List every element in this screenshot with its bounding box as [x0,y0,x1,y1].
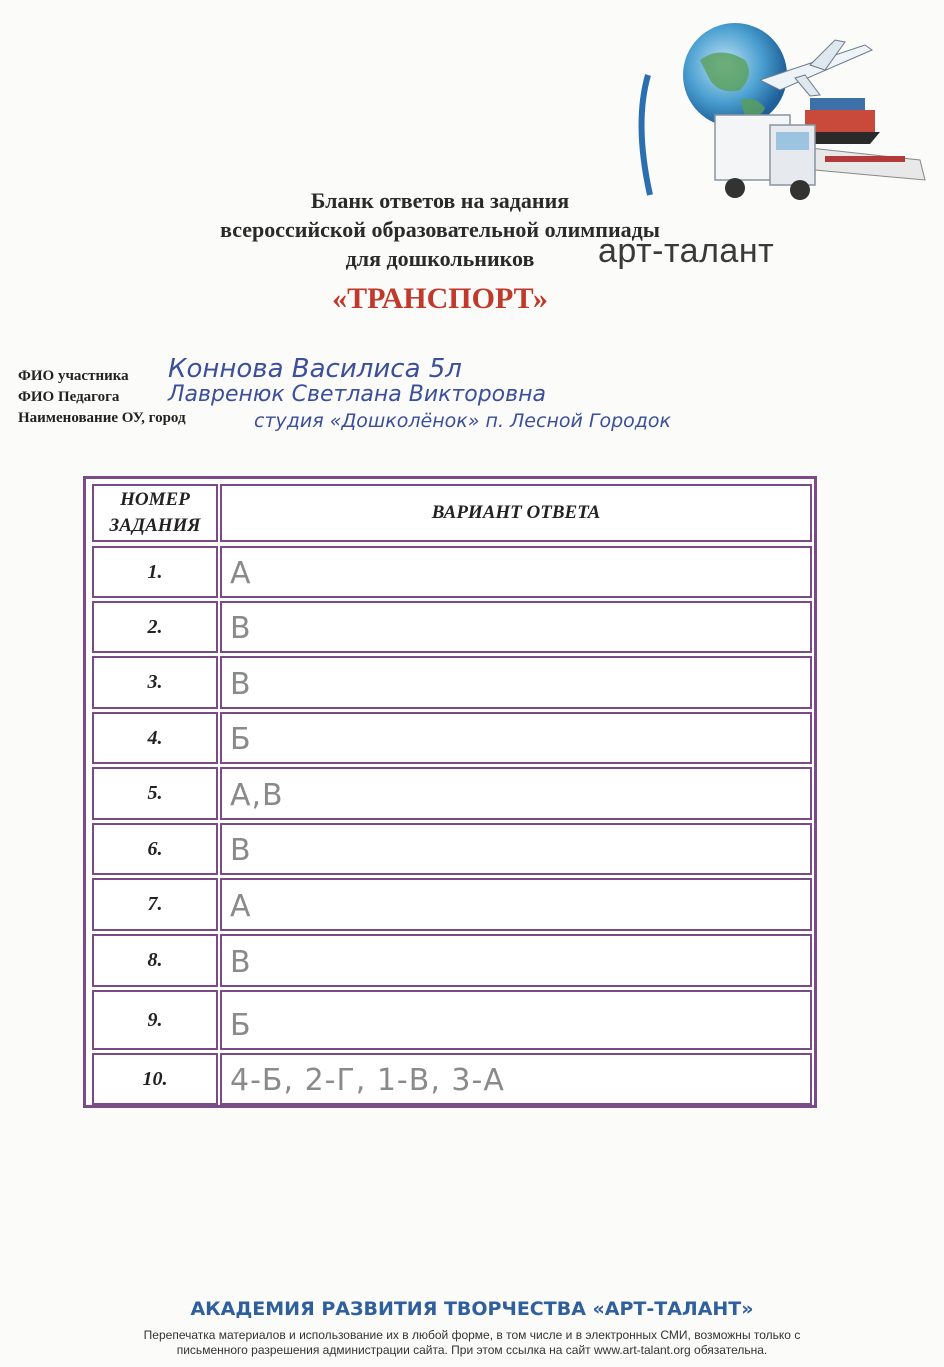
header-task-number-line2: ЗАДАНИЯ [109,515,201,536]
footer-title: АКАДЕМИЯ РАЗВИТИЯ ТВОРЧЕСТВА «АРТ-ТАЛАНТ» [190,1298,754,1320]
answer-cell [220,712,812,764]
answer-value: В [230,611,252,646]
title-line-3: для дошкольников [345,246,535,271]
copyright-line-1: Перепечатка материалов и использование их в любой форме, в том числе и в электронных СМИ, возможны только с [143,1328,801,1342]
answer-cell [220,767,812,820]
answer-cell [220,601,812,653]
task-number-cell: 3. [92,656,218,709]
answer-cell [220,878,812,931]
answer-cell [220,1053,812,1105]
answer-value: А [230,556,252,591]
answer-cell [220,546,812,598]
answer-cell [220,990,812,1050]
answer-value: А,В [230,778,284,813]
org-value: студия «Дошколёнок» п. Лесной Городок [254,410,672,432]
answer-value: А [230,889,252,924]
form-title [120,186,760,273]
answer-value: В [230,945,252,980]
participant-label: ФИО участника [18,368,129,384]
answer-cell [220,823,812,875]
task-number-cell: 5. [92,767,218,820]
teacher-value: Лавренюк Светлана Викторовна [168,382,546,407]
answer-value: Б [230,1008,252,1043]
task-number-cell: 1. [92,546,218,598]
olympiad-name: «ТРАНСПОРТ» [332,282,548,315]
copyright-note [30,1328,914,1358]
participant-value: Коннова Василиса 5л [168,354,462,384]
header-task-number-line1: НОМЕР [120,489,190,510]
header-answer: ВАРИАНТ ОТВЕТА [220,484,812,542]
task-number-cell: 9. [92,990,218,1050]
copyright-line-2: письменного разрешения администрации сайта. При этом ссылка на сайт www.art-talant.org обязательна. [176,1343,768,1357]
answer-cell [220,656,812,709]
title-line-1: Бланк ответов на задания [310,188,570,213]
task-number-cell: 2. [92,601,218,653]
org-label: Наименование ОУ, город [18,410,186,426]
brand-name: арт-талант [598,232,775,270]
answer-value: Б [230,722,252,757]
answer-value: В [230,667,252,702]
train-icon [810,148,925,180]
answer-value: 4-Б, 2-Г, 1-В, 3-А [230,1063,505,1098]
task-number-cell: 10. [92,1053,218,1105]
task-number-cell: 8. [92,934,218,987]
task-number-cell: 7. [92,878,218,931]
answer-cell [220,934,812,987]
answer-table [83,476,817,1108]
title-line-2: всероссийской образовательной олимпиады [220,217,660,242]
header-task-number [92,484,218,542]
task-number-cell: 6. [92,823,218,875]
task-number-cell: 4. [92,712,218,764]
teacher-label: ФИО Педагога [18,389,120,405]
logo-arc-icon [641,75,650,195]
answer-value: В [230,833,252,868]
